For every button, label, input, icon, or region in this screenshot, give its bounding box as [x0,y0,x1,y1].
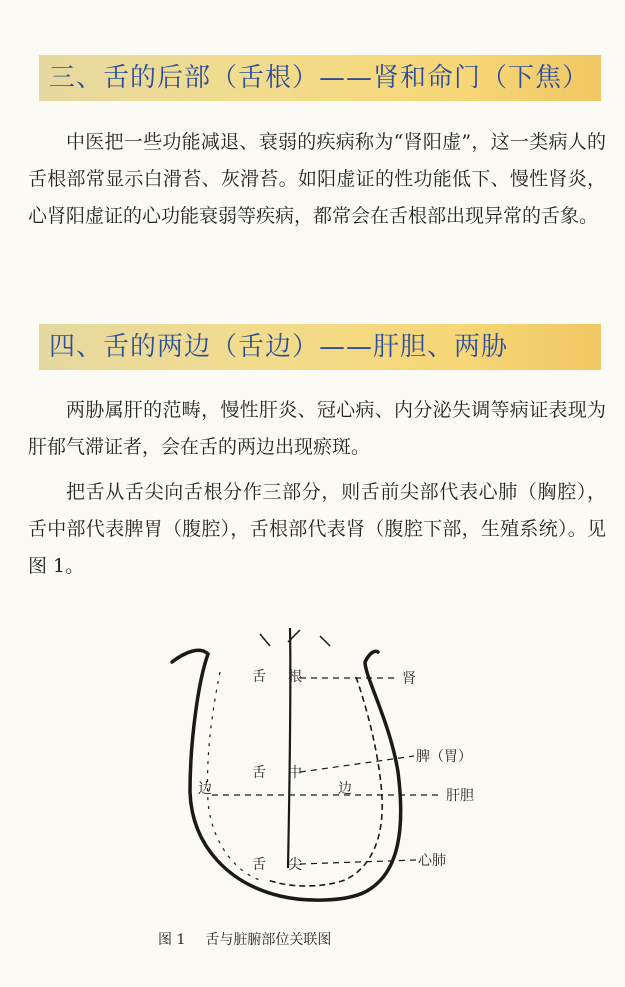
paragraph-tongue-division: 把舌从舌尖向舌根分作三部分，则舌前尖部代表心肺（胸腔），舌中部代表脾胃（腹腔），舌根部代表肾（腹腔下部，生殖系统）。见图 1。 [28,481,606,577]
label-middle-left: 舌 [252,765,266,781]
label-edge-left: 边 [198,781,212,797]
figure-caption [158,929,331,949]
paragraph-tongue-root: 中医把一些功能减退、衰弱的疾病称为“肾阳虚”，这一类病人的舌根部常显示白滑苔、灰滑苔。如阳虚证的性功能低下、慢性肾炎，心肾阳虚证的心功能衰弱等疾病，都常会在舌根部出现异常的舌象。 [28,131,606,227]
figure-number: 图 1 [158,932,186,948]
section-heading-tongue-root: 三、舌的后部（舌根）——肾和命门（下焦） [39,55,601,101]
tongue-organ-diagram [160,622,490,912]
callout-kidney: 肾 [402,671,416,687]
callout-spleen-stomach: 脾（胃） [416,749,472,765]
section-heading-tongue-edges: 四、舌的两边（舌边）——肝胆、两胁 [39,324,601,370]
label-tip-left: 舌 [252,857,266,873]
label-root-left: 舌 [252,669,266,685]
label-tip-right: 尖 [288,857,302,873]
label-root-right: 根 [288,669,302,685]
callout-heart-lung: 心肺 [418,853,446,869]
paragraph-liver-region: 两胁属肝的范畴，慢性肝炎、冠心病、内分泌失调等病证表现为肝郁气滞证者，会在舌的两边出现瘀斑。 [28,399,606,458]
callout-liver-gallbladder: 肝胆 [446,788,474,804]
label-middle-right: 中 [288,765,302,781]
figure-title: 舌与脏腑部位关联图 [205,932,332,948]
label-edge-right: 边 [338,781,352,797]
